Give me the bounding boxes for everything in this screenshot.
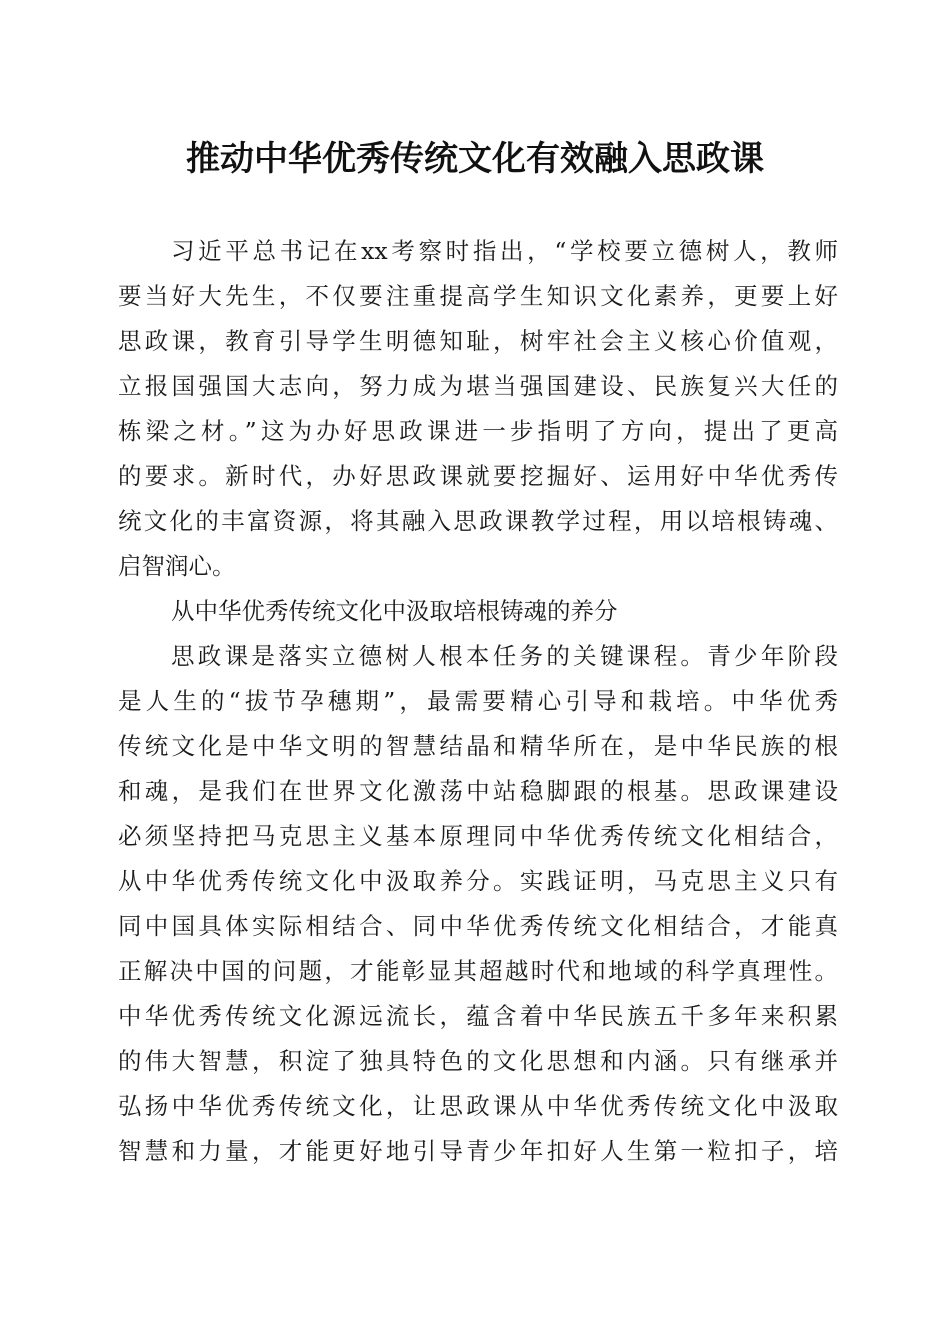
paragraph-line: 栋梁之材。”这为办好思政课进一步指明了方向，提出了更高	[118, 417, 838, 445]
paragraph-line: 和魂，是我们在世界文化激荡中站稳脚跟的根基。思政课建设	[118, 777, 838, 805]
paragraph-line: 正解决中国的问题，才能彰显其超越时代和地域的科学真理性。	[118, 957, 838, 985]
paragraph-line: 从中华优秀传统文化中汲取养分。实践证明，马克思主义只有	[118, 867, 838, 895]
paragraph-line: 是人生的“拔节孕穗期”，最需要精心引导和栽培。中华优秀	[118, 687, 838, 715]
paragraph-line: 智慧和力量，才能更好地引导青少年扣好人生第一粒扣子，培	[118, 1137, 838, 1165]
paragraph-line: 要当好大先生，不仅要注重提高学生知识文化素养，更要上好	[118, 282, 838, 310]
paragraph-line: 中华优秀传统文化源远流长，蕴含着中华民族五千多年来积累	[118, 1002, 838, 1030]
paragraph-line: 的要求。新时代，办好思政课就要挖掘好、运用好中华优秀传	[118, 462, 838, 490]
paragraph-line: 传统文化是中华文明的智慧结晶和精华所在，是中华民族的根	[118, 732, 838, 760]
paragraph-line: 立报国强国大志向，努力成为堪当强国建设、民族复兴大任的	[118, 372, 838, 400]
paragraph-line: 同中国具体实际相结合、同中华优秀传统文化相结合，才能真	[118, 912, 838, 940]
paragraph-line: 的伟大智慧，积淀了独具特色的文化思想和内涵。只有继承并	[118, 1047, 838, 1075]
paragraph-line: 弘扬中华优秀传统文化，让思政课从中华优秀传统文化中汲取	[118, 1092, 838, 1120]
paragraph-line: 习近平总书记在xx考察时指出，“学校要立德树人，教师	[171, 237, 838, 265]
document-title: 推动中华优秀传统文化有效融入思政课	[186, 139, 764, 179]
paragraph-line: 启智润心。	[118, 552, 236, 580]
section-heading: 从中华优秀传统文化中汲取培根铸魂的养分	[171, 597, 618, 625]
paragraph-line: 思政课，教育引导学生明德知耻，树牢社会主义核心价值观，	[118, 327, 838, 355]
paragraph-line: 统文化的丰富资源，将其融入思政课教学过程，用以培根铸魂、	[118, 507, 838, 535]
paragraph-line: 思政课是落实立德树人根本任务的关键课程。青少年阶段	[171, 642, 838, 670]
paragraph-line: 必须坚持把马克思主义基本原理同中华优秀传统文化相结合，	[118, 822, 838, 850]
